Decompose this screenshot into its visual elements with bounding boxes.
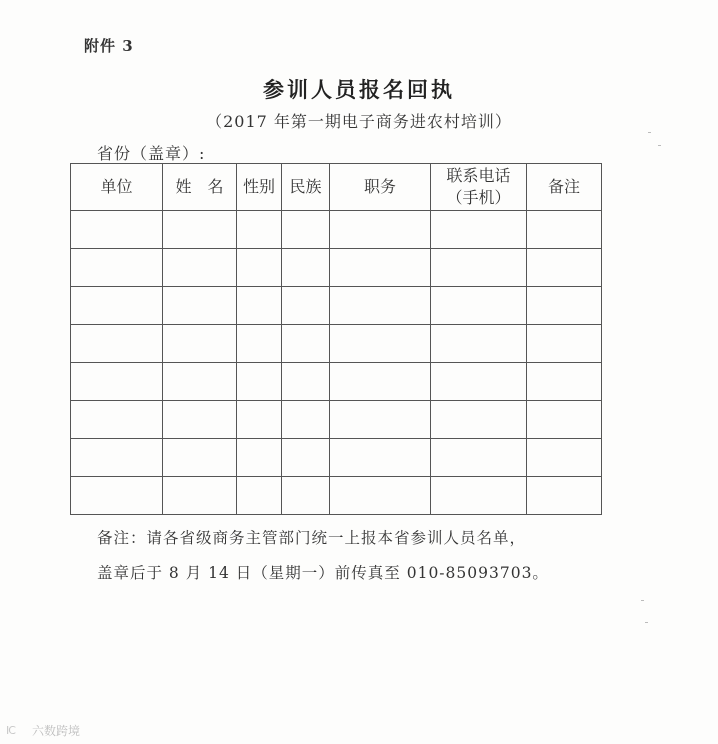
table-row	[71, 363, 602, 401]
scan-speck	[645, 622, 648, 623]
table-cell	[330, 477, 431, 515]
table-cell	[163, 363, 237, 401]
table-cell	[431, 287, 527, 325]
table-cell	[163, 211, 237, 249]
table-cell	[282, 439, 330, 477]
table-cell	[282, 211, 330, 249]
table-cell	[237, 325, 282, 363]
watermark	[6, 722, 80, 739]
table-cell	[71, 287, 163, 325]
table-row	[71, 211, 602, 249]
table-cell	[163, 401, 237, 439]
table-cell	[330, 287, 431, 325]
table-cell	[431, 211, 527, 249]
table-cell	[330, 249, 431, 287]
header-position: 职务	[330, 164, 431, 211]
table-cell	[237, 287, 282, 325]
table-cell	[431, 477, 527, 515]
table-cell	[527, 249, 602, 287]
table-cell	[527, 439, 602, 477]
scan-speck	[641, 600, 644, 601]
table-cell	[527, 325, 602, 363]
table-cell	[237, 477, 282, 515]
form-title: 参训人员报名回执	[263, 78, 455, 102]
table-header-row	[71, 164, 602, 211]
table-cell	[163, 287, 237, 325]
table-row	[71, 249, 602, 287]
table-cell	[527, 287, 602, 325]
table-cell	[163, 439, 237, 477]
table-cell	[237, 401, 282, 439]
table-cell	[330, 439, 431, 477]
province-seal-label: 省份（盖章）:	[97, 144, 206, 163]
table-cell	[282, 325, 330, 363]
table-cell	[431, 439, 527, 477]
table-body	[71, 211, 602, 515]
table-cell	[431, 249, 527, 287]
table-cell	[71, 477, 163, 515]
note-line-1: 备注：请各省级商务主管部门统一上报本省参训人员名单，	[97, 529, 527, 547]
form-subtitle: （2017 年第一期电子商务进农村培训）	[206, 112, 512, 131]
header-name: 姓 名	[163, 164, 237, 211]
table-cell	[237, 249, 282, 287]
header-gender: 性别	[237, 164, 282, 211]
table-row	[71, 287, 602, 325]
table-row	[71, 439, 602, 477]
watermark-text: 六数跨境	[32, 724, 81, 738]
table-cell	[330, 211, 431, 249]
table-cell	[237, 439, 282, 477]
table-cell	[71, 325, 163, 363]
table-cell	[71, 363, 163, 401]
table-cell	[431, 325, 527, 363]
table-cell	[330, 401, 431, 439]
table-row	[71, 401, 602, 439]
table-cell	[71, 401, 163, 439]
table-cell	[527, 211, 602, 249]
registration-table	[70, 163, 602, 515]
header-phone: 联系电话 （手机）	[431, 164, 527, 211]
table-cell	[330, 363, 431, 401]
table-cell	[282, 287, 330, 325]
table-cell	[330, 325, 431, 363]
attachment-label: 附件 3	[84, 37, 134, 55]
table-cell	[71, 211, 163, 249]
table-cell	[431, 363, 527, 401]
table-cell	[163, 249, 237, 287]
watermark-logo-icon: IC	[6, 723, 15, 737]
table-cell	[163, 477, 237, 515]
table-cell	[282, 363, 330, 401]
table-row	[71, 477, 602, 515]
table-cell	[163, 325, 237, 363]
table-cell	[282, 249, 330, 287]
scan-speck	[648, 132, 651, 133]
table-cell	[527, 401, 602, 439]
scan-speck	[658, 145, 661, 146]
header-unit: 单位	[71, 164, 163, 211]
table-row	[71, 325, 602, 363]
note-line-2: 盖章后于 8 月 14 日（星期一）前传真至 010-85093703。	[97, 564, 549, 582]
table-cell	[237, 363, 282, 401]
table-cell	[71, 249, 163, 287]
table-cell	[431, 401, 527, 439]
table-cell	[282, 477, 330, 515]
table-cell	[527, 477, 602, 515]
header-ethnicity: 民族	[282, 164, 330, 211]
table-cell	[527, 363, 602, 401]
table-cell	[282, 401, 330, 439]
header-remarks: 备注	[527, 164, 602, 211]
table-cell	[237, 211, 282, 249]
table-cell	[71, 439, 163, 477]
